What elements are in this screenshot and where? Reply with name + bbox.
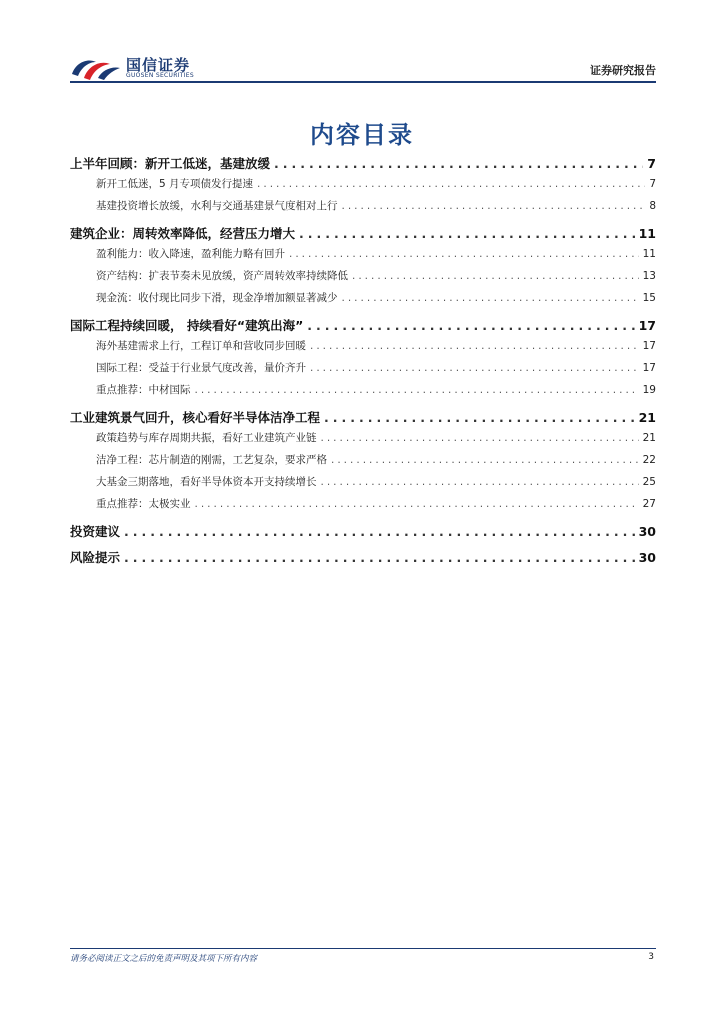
toc-entry-page: 22 (642, 454, 656, 466)
toc-subsection-link[interactable] (70, 198, 656, 220)
toc-subsection-link[interactable] (70, 360, 656, 382)
toc-subsection-link[interactable] (70, 268, 656, 290)
toc-entry-page: 8 (649, 200, 656, 212)
toc-entry-title: 上半年回顾：新开工低迷，基建放缓 (70, 156, 271, 171)
toc-section-link[interactable] (70, 312, 656, 338)
toc-subsection-link[interactable] (70, 338, 656, 360)
toc-entry-page: 11 (642, 248, 656, 260)
toc-entry-title: 海外基建需求上行，工程订单和营收同步回暖 (96, 340, 306, 352)
toc-entry-page: 7 (649, 178, 656, 190)
guosen-logo (70, 50, 210, 82)
toc-entry-page: 19 (642, 384, 656, 396)
toc-entry-page: 7 (647, 156, 656, 171)
footer-divider (70, 948, 656, 949)
toc-entry-title: 工业建筑景气回升，核心看好半导体洁净工程 (70, 410, 321, 425)
toc-dot-leader (124, 550, 635, 565)
toc-entry-title: 重点推荐：太极实业 (96, 498, 191, 510)
toc-dot-leader (352, 270, 639, 282)
toc-dot-leader (324, 410, 635, 425)
toc-entry-title: 国际工程：受益于行业景气度改善，量价齐升 (96, 362, 306, 374)
page-number: 3 (648, 952, 654, 962)
toc-dot-leader (195, 498, 639, 510)
toc-dot-leader (310, 362, 639, 374)
guosen-logo-icon (70, 52, 122, 82)
toc-subsection-link[interactable] (70, 382, 656, 404)
toc-entry-title: 重点推荐：中材国际 (96, 384, 191, 396)
table-of-contents (70, 150, 656, 570)
toc-dot-leader (310, 340, 639, 352)
toc-dot-leader (257, 178, 645, 190)
toc-dot-leader (289, 248, 639, 260)
toc-entry-page: 11 (638, 226, 656, 241)
toc-dot-leader (299, 226, 635, 241)
toc-entry-page: 30 (638, 524, 656, 539)
toc-subsection-link[interactable] (70, 176, 656, 198)
toc-entry-title: 风险提示 (70, 550, 121, 565)
toc-subsection-link[interactable] (70, 496, 656, 518)
toc-section-link[interactable] (70, 220, 656, 246)
toc-entry-page: 21 (642, 432, 656, 444)
toc-subsection-link[interactable] (70, 452, 656, 474)
toc-subsection-link[interactable] (70, 246, 656, 268)
toc-entry-page: 21 (638, 410, 656, 425)
toc-entry-title: 大基金三期落地，看好半导体资本开支持续增长 (96, 476, 317, 488)
toc-entry-title: 国际工程持续回暖， 持续看好“建筑出海” (70, 318, 304, 333)
toc-entry-page: 13 (642, 270, 656, 282)
toc-entry-title: 新开工低迷，5 月专项债发行提速 (96, 178, 254, 190)
toc-entry-page: 25 (642, 476, 656, 488)
toc-subsection-link[interactable] (70, 430, 656, 452)
toc-entry-title: 基建投资增长放缓，水利与交通基建景气度相对上行 (96, 200, 338, 212)
toc-entry-page: 30 (638, 550, 656, 565)
logo-english-name: GUOSEN SECURITIES (126, 72, 195, 79)
toc-entry-title: 洁净工程：芯片制造的刚需，工艺复杂，要求严格 (96, 454, 327, 466)
toc-entry-title: 投资建议 (70, 524, 121, 539)
toc-dot-leader (195, 384, 639, 396)
toc-dot-leader (321, 476, 639, 488)
toc-entry-title: 政策趋势与库存周期共振，看好工业建筑产业链 (96, 432, 317, 444)
footer-disclaimer: 请务必阅读正文之后的免责声明及其项下所有内容 (70, 954, 258, 964)
toc-entry-title: 现金流：收付现比同步下滑，现金净增加额显著减少 (96, 292, 338, 304)
page-header (70, 50, 656, 84)
toc-dot-leader (331, 454, 639, 466)
toc-dot-leader (124, 524, 635, 539)
toc-subsection-link[interactable] (70, 290, 656, 312)
toc-entry-title: 资产结构：扩表节奏未见放缓，资产周转效率持续降低 (96, 270, 348, 282)
toc-entry-page: 15 (642, 292, 656, 304)
toc-entry-page: 27 (642, 498, 656, 510)
header-divider (70, 81, 656, 83)
toc-dot-leader (342, 200, 646, 212)
toc-entry-page: 17 (638, 318, 656, 333)
toc-dot-leader (342, 292, 639, 304)
toc-section-link[interactable] (70, 544, 656, 570)
toc-section-link[interactable] (70, 150, 656, 176)
toc-entry-page: 17 (642, 340, 656, 352)
toc-entry-page: 17 (642, 362, 656, 374)
toc-title: 内容目录 (310, 121, 414, 149)
toc-section-link[interactable] (70, 404, 656, 430)
toc-subsection-link[interactable] (70, 474, 656, 496)
toc-section-link[interactable] (70, 518, 656, 544)
toc-dot-leader (274, 156, 643, 171)
logo-chinese-name: 国信证券 (126, 56, 191, 74)
toc-entry-title: 建筑企业：周转效率降低，经营压力增大 (70, 226, 296, 241)
toc-dot-leader (321, 432, 639, 444)
report-type-label: 证券研究报告 (590, 64, 656, 77)
toc-dot-leader (307, 318, 634, 333)
toc-entry-title: 盈利能力：收入降速，盈利能力略有回升 (96, 248, 285, 260)
